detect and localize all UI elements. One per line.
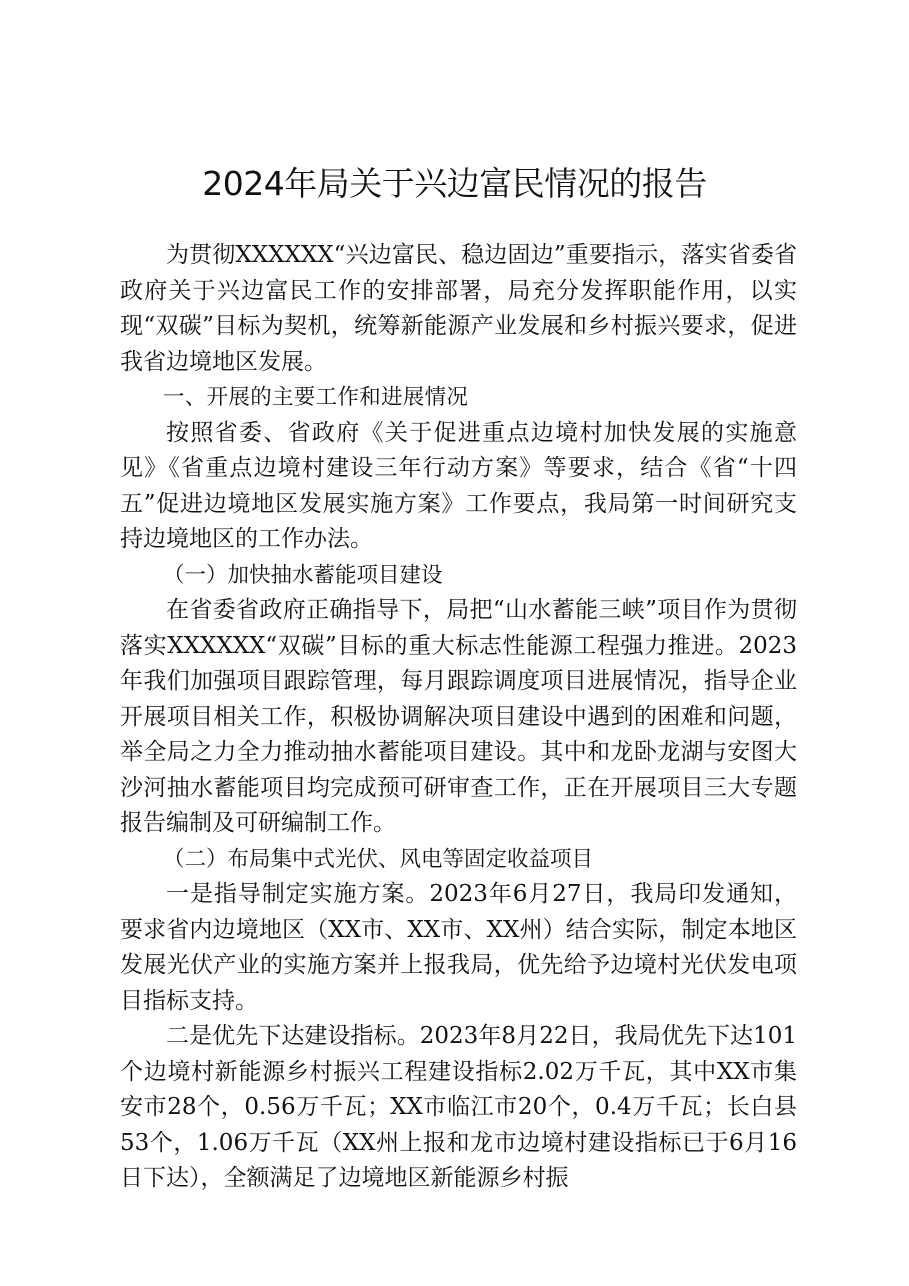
subsection-1-paragraph: 在省委省政府正确指导下，局把“山水蓄能三峡”项目作为贯彻落实XXXXXX“双碳”目标的重大标志性能源工程强力推进。2023年我们加强项目跟踪管理，每月跟踪调度项目进展情况，指导企业开展项目相关工作，积极协调解决项目建设中遇到的困难和问题，举全局之力全力推动抽水蓄能项目建设。其中和龙卧龙湖与安图大沙河抽水蓄能项目均完成预可研审查工作，正在开展项目三大专题报告编制及可研编制工作。 [120, 597, 797, 836]
subsection-heading-2: （二）布局集中式光伏、风电等固定收益项目 [163, 846, 594, 872]
subsection-2-paragraph-2: 二是优先下达建设指标。2023年8月22日，我局优先下达101个边境村新能源乡村振兴工程建设指标2.02万千瓦，其中XX市集安市28个，0.56万千瓦；XX市临江市20个，0.4万千瓦；长白县53个，1.06万千瓦（XX州上报和龙市边境村建设指标已于6月16日下达），全额满足了边境地区新能源乡村振 [120, 1023, 797, 1191]
section-heading-1: 一、开展的主要工作和进展情况 [163, 385, 469, 410]
subsection-heading-1: （一）加快抽水蓄能项目建设 [163, 562, 443, 588]
subsection-2-paragraph-1: 一是指导制定实施方案。2023年6月27日，我局印发通知，要求省内边境地区（XX市、XX市、XX州）结合实际，制定本地区发展光伏产业的实施方案并上报我局，优先给予边境村光伏发电项目指标支持。 [120, 881, 797, 1014]
document-body [120, 238, 797, 1197]
intro-paragraph: 为贯彻XXXXXX“兴边富民、稳边固边”重要指示，落实省委省政府关于兴边富民工作的安排部署，局充分发挥职能作用，以实现“双碳”目标为契机，统筹新能源产业发展和乡村振兴要求，促进我省边境地区发展。 [120, 242, 797, 375]
document-title: 2024年局关于兴边富民情况的报告 [202, 164, 707, 203]
section-1-paragraph: 按照省委、省政府《关于促进重点边境村加快发展的实施意见》《省重点边境村建设三年行动方案》等要求，结合《省“十四五”促进边境地区发展实施方案》工作要点，我局第一时间研究支持边境地区的工作办法。 [120, 419, 797, 552]
